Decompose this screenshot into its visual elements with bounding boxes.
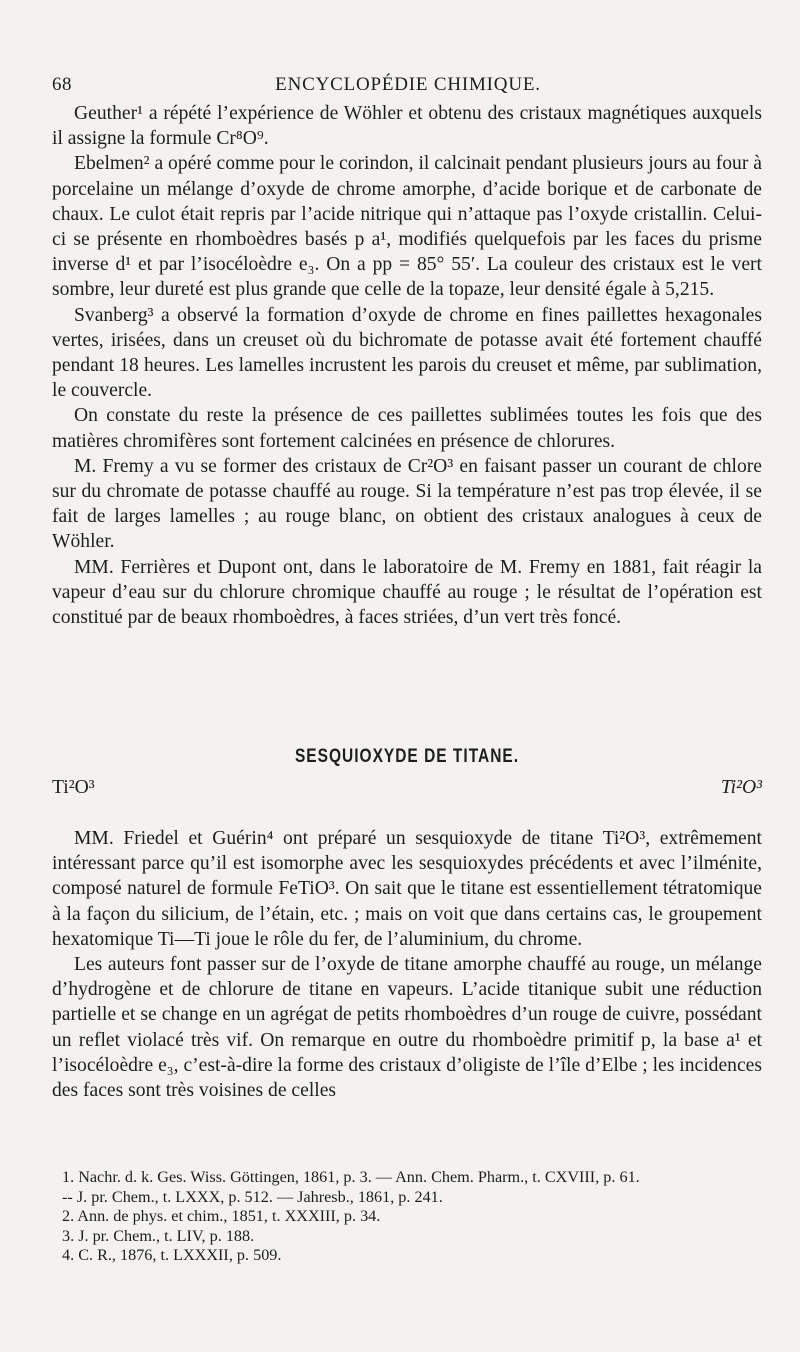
footnote [52,1188,762,1208]
running-head [52,74,764,98]
footnote-number: 4. [62,1246,75,1265]
footnotes [52,1168,762,1266]
paragraph: Svanberg³ a observé la formation d’oxyde de chrome en fines paillettes hexagonales vertes, irisées, dans un creuset où du bichromate de potasse avait été fortement chauffé pendant 18 heures. Les lamelles incrustent les parois du creuset et même, par sublimation, le couvercle. [52,304,762,402]
footnote-text: J. pr. Chem., t. LXXX, p. 512. — Jahresb., 1861, p. 241. [76,1187,443,1206]
running-title: ENCYCLOPÉDIE CHIMIQUE. [275,74,541,95]
paragraph: Ebelmen² a opéré comme pour le corindon, il calcinait pendant plusieurs jours au four à porcelaine un mélange d’oxyde de chrome amorphe, d’acide borique et de carbonate de chaux. Le culot était repris par l’acide nitrique qui n’attaque pas l’oxyde cristallin. Celui-ci se présente en rhomboèdres basés p a¹, modifiés quelquefois par les faces du prisme inverse d¹ et par l’isocéloèdre e₃. On a pp = 85° 55′. La couleur des cristaux est le vert sombre, leur dureté est plus grande que celle de la topaze, leur densité égale à 5,215. [52,153,762,301]
footnote-text: Ann. de phys. et chim., 1851, t. XXXIII, p. 34. [77,1207,381,1226]
footnote-text: C. R., 1876, t. LXXXII, p. 509. [78,1246,282,1265]
footnote-number: 1. [62,1168,75,1186]
text-block-chrome-oxide [52,101,762,630]
section-title: SESQUIOXYDE DE TITANE. [294,745,520,767]
footnote [52,1207,762,1227]
paragraph: M. Fremy a vu se former des cristaux de Cr²O³ en faisant passer un courant de chlore sur du chromate de potasse chauffé au rouge. Si la température n’est pas trop élevée, il se fait de larges lamelles ; au rouge blanc, on obtient des cristaux analogues à ceux de Wöhler. [52,455,762,553]
paragraph: MM. Ferrières et Dupont ont, dans le laboratoire de M. Fremy en 1881, fait réagir la vapeur d’eau sur du chlorure chromique chauffé au rouge ; le résultat de l’opération est constitué par de beaux rhomboèdres, à faces striées, d’un vert très foncé. [52,556,762,629]
footnote-number: 2. [62,1207,75,1226]
footnote-number: 3. [62,1226,75,1245]
section-formula-right: Ti²O³ [720,777,762,798]
footnote-text: J. pr. Chem., t. LIV, p. 188. [78,1226,255,1245]
page-number: 68 [52,74,72,95]
footnote [52,1227,762,1247]
paragraph: Geuther¹ a répété l’expérience de Wöhler et obtenu des cristaux magnétiques auxquels il assigne la formule Cr⁸O⁹. [52,103,762,150]
footnote-text: Nachr. d. k. Ges. Wiss. Göttingen, 1861, p. 3. — Ann. Chem. Pharm., t. CXVIII, p. 61. [78,1168,640,1186]
footnote-number: -- [62,1187,73,1206]
footnote [52,1246,762,1266]
paragraph: On constate du reste la présence de ces paillettes sublimées toutes les fois que des matières chromifères sont fortement calcinées en présence de chlorures. [52,405,762,452]
paragraph: MM. Friedel et Guérin⁴ ont préparé un sesquioxyde de titane Ti²O³, extrêmement intéressant parce qu’il est isomorphe avec les sesquioxydes précédents et avec l’ilménite, composé naturel de formule FeTiO³. On sait que le titane est essentiellement tétratomique à la façon du silicium, de l’étain, etc. ; mais on voit que dans certains cas, le groupement hexatomique Ti—Ti joue le rôle du fer, de l’aluminium, du chrome. [52,828,762,950]
section-formula-left: Ti²O³ [52,777,95,798]
paragraph: Les auteurs font passer sur de l’oxyde de titane amorphe chauffé au rouge, un mélange d’hydrogène et de chlorure de titane en vapeurs. L’acide titanique subit une réduction partielle et se change en un agrégat de petits rhomboèdres d’un rouge de cuivre, possédant un reflet violacé très vif. On remarque en outre du rhomboèdre primitif p, la base a¹ et l’isocéloèdre e₃, c’est-à-dire la forme des cristaux d’oligiste de l’île d’Elbe ; les incidences des faces sont très voisines de celles [52,954,762,1102]
text-block-titanium [52,826,762,1103]
footnote [52,1168,762,1188]
